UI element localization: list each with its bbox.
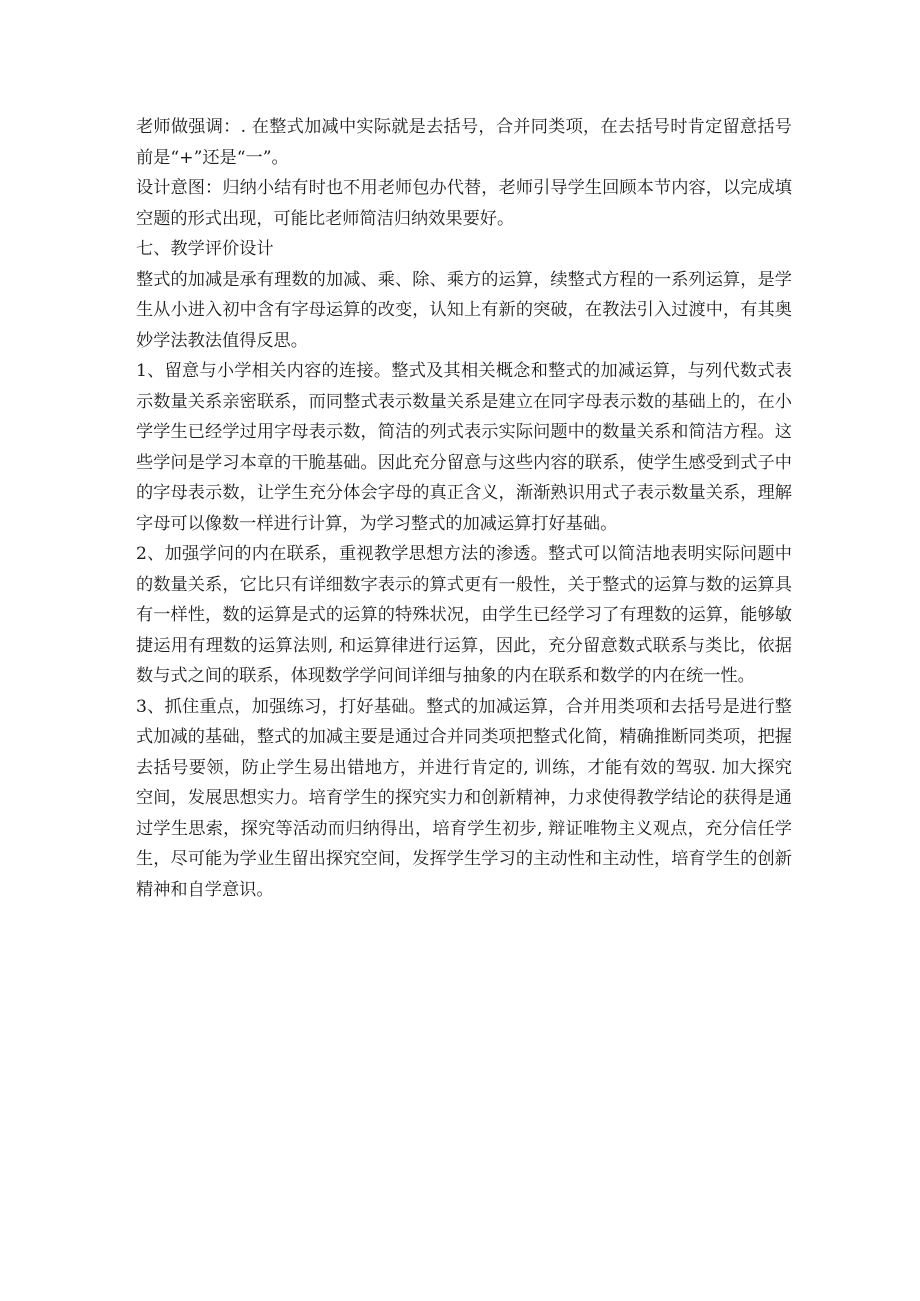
evaluation-point-2: 2、加强学问的内在联系，重视教学思想方法的渗透。整式可以简洁地表明实际问题中的数量关系，它比只有详细数字表示的算式更有一般性，关于整式的运算与数的运算具有一样性，数的运算是式的运算的特殊状况，由学生已经学习了有理数的运算，能够敏捷运用有理数的运算法则, 和运算律进行运算，因此，充分留意数式联系与类比，依据数与式之间的联系，体现数学学问间详细与抽象的内在联系和数学的内在统一性。 <box>136 544 792 686</box>
design-intent-paragraph: 设计意图：归纳小结有时也不用老师包办代替，老师引导学生回顾本节内容，以完成填空题的形式出现，可能比老师简洁归纳效果要好。 <box>136 178 792 229</box>
evaluation-point-3: 3、抓住重点，加强练习，打好基础。整式的加减运算，合并用类项和去括号是进行整式加减的基础，整式的加减主要是通过合并同类项把整式化简，精确推断同类项，把握去括号要领，防止学生易出错地方，并进行肯定的, 训练，才能有效的驾驭. 加大探究空间，发展思想实力。培育学生的探究实力和创新精神，力求使得教学结论的获得是通过学生思索，探究等活动而归纳得出，培育学生初步, 辩证唯物主义观点，充分信任学生，尽可能为学业生留出探究空间，发挥学生学习的主动性和主动性，培育学生的创新精神和自学意识。 <box>136 696 792 900</box>
evaluation-point-1: 1、留意与小学相关内容的连接。整式及其相关概念和整式的加减运算，与列代数式表示数量关系亲密联系，而同整式表示数量关系是建立在同字母表示数的基础上的，在小学学生已经学过用字母表示数，简洁的列式表示实际问题中的数量关系和简洁方程。这些学问是学习本章的干脆基础。因此充分留意与这些内容的联系，使学生感受到式子中的字母表示数，让学生充分体会字母的真正含义，渐渐熟识用式子表示数量关系，理解字母可以像数一样进行计算，为学习整式的加减运算打好基础。 <box>136 361 792 534</box>
teacher-emphasis-paragraph: 老师做强调：. 在整式加减中实际就是去括号，合并同类项，在去括号时肯定留意括号前是“+”还是“一”。 <box>136 117 792 168</box>
evaluation-intro-paragraph: 整式的加减是承有理数的加减、乘、除、乘方的运算，续整式方程的一系列运算，是学生从小进入初中含有字母运算的改变，认知上有新的突破，在教法引入过渡中，有其奥妙学法教法值得反思。 <box>136 269 792 351</box>
section-heading: 七、教学评价设计 <box>136 239 274 259</box>
document-body <box>136 112 792 905</box>
